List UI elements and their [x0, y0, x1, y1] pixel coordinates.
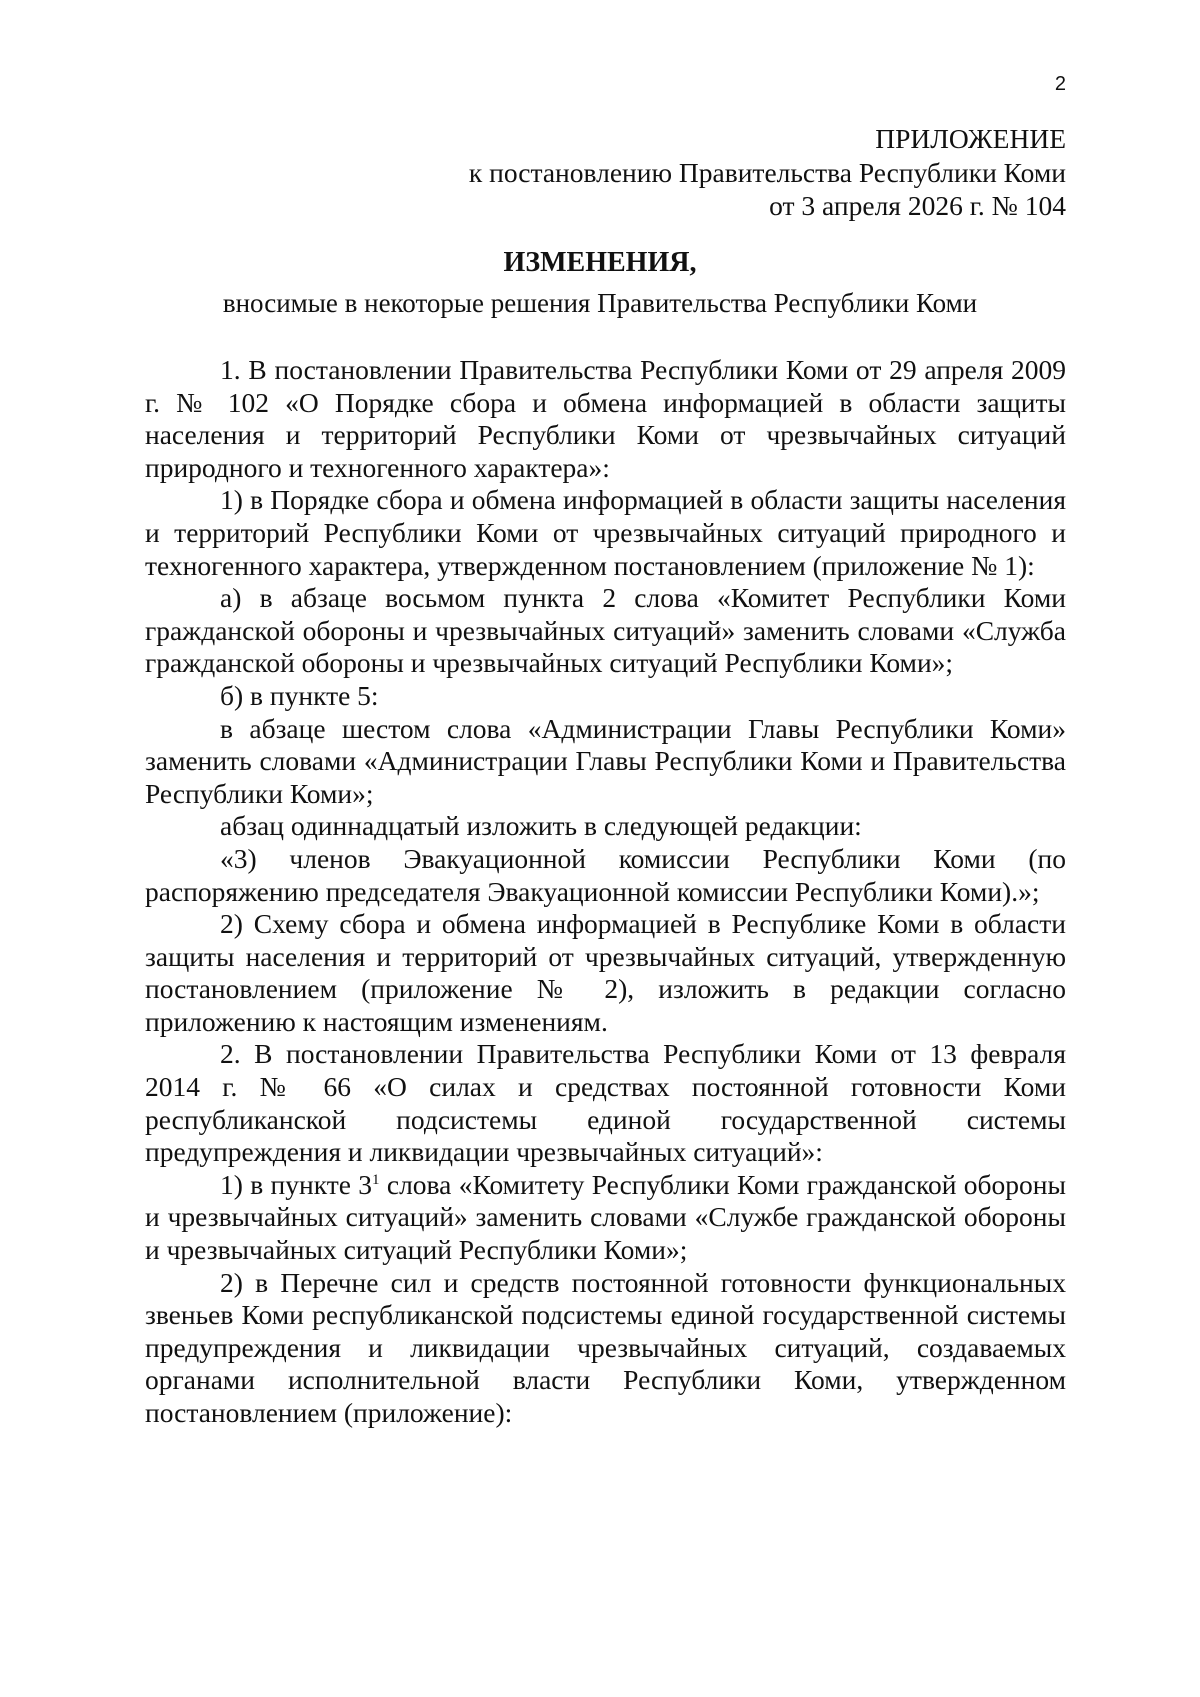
- paragraph-1-2: 2) Схему сбора и обмена информацией в Республике Коми в области защиты населения и территорий от чрезвычайных ситуаций, утвержденную постановлением (приложение № 2), изложить в редакции согласно приложению к настоящим изменениям.: [145, 908, 1066, 1037]
- page-number: 2: [1054, 73, 1066, 95]
- paragraph-1-1-a: а) в абзаце восьмом пункта 2 слова «Комитет Республики Коми гражданской обороны и чрезвычайных ситуаций» заменить словами «Служба гражданской обороны и чрезвычайных ситуаций Республики Коми»;: [145, 582, 1066, 679]
- paragraph-1-1-b-11: абзац одиннадцатый изложить в следующей редакции:: [220, 810, 862, 842]
- paragraph-1-1: 1) в Порядке сбора и обмена информацией в области защиты населения и территорий Республики Коми от чрезвычайных ситуаций природного и техногенного характера, утвержденном постановлением (приложение № 1):: [145, 484, 1066, 581]
- paragraph-2: 2. В постановлении Правительства Республики Коми от 13 февраля 2014 г. № 66 «О силах и средствах постоянной готовности Коми республиканской подсистемы единой государственной системы предупреждения и ликвидации чрезвычайных ситуаций»:: [145, 1038, 1066, 1168]
- appendix-date-number: от 3 апреля 2026 г. № 104: [769, 190, 1066, 221]
- paragraph-1-1-b-quote: «3) членов Эвакуационной комиссии Республики Коми (по распоряжению председателя Эвакуационной комиссии Республики Коми).»;: [145, 842, 1066, 907]
- paragraph-2-2: 2) в Перечне сил и средств постоянной готовности функциональных звеньев Коми республиканской подсистемы единой государственной системы предупреждения и ликвидации чрезвычайных ситуаций, создаваемых органами исполнительной власти Республики Коми, утвержденном постановлением (приложение):: [145, 1266, 1066, 1428]
- paragraph-1-1-b: б) в пункте 5:: [220, 679, 379, 711]
- appendix-label: ПРИЛОЖЕНИЕ: [875, 123, 1066, 154]
- paragraph-1: 1. В постановлении Правительства Республики Коми от 29 апреля 2009 г. № 102 «О Порядке сбора и обмена информацией в области защиты населения и территорий Республики Коми от чрезвычайных ситуаций природного и техногенного характера»:: [145, 354, 1066, 483]
- superscript-index: 1: [372, 1171, 380, 1188]
- appendix-header: [469, 122, 1066, 223]
- paragraph-2-1-start: 1) в пункте 3: [220, 1168, 373, 1200]
- document-title: ИЗМЕНЕНИЯ,: [503, 247, 697, 278]
- document-subtitle: вносимые в некоторые решения Правительства Республики Коми: [222, 288, 978, 318]
- paragraph-2-1: [145, 1169, 1066, 1267]
- document-body: [145, 354, 1066, 1430]
- paragraph-2-1-rest: слова «Комитету Республики Коми гражданской обороны и чрезвычайных ситуаций» заменить словами «Службе гражданской обороны и чрезвычайных ситуаций Республики Коми»;: [145, 1168, 1066, 1266]
- paragraph-1-1-b-6: в абзаце шестом слова «Администрации Главы Республики Коми» заменить словами «Администрации Главы Республики Коми и Правительства Республики Коми»;: [145, 712, 1066, 809]
- appendix-resolution-ref: к постановлению Правительства Республики Коми: [468, 156, 1066, 188]
